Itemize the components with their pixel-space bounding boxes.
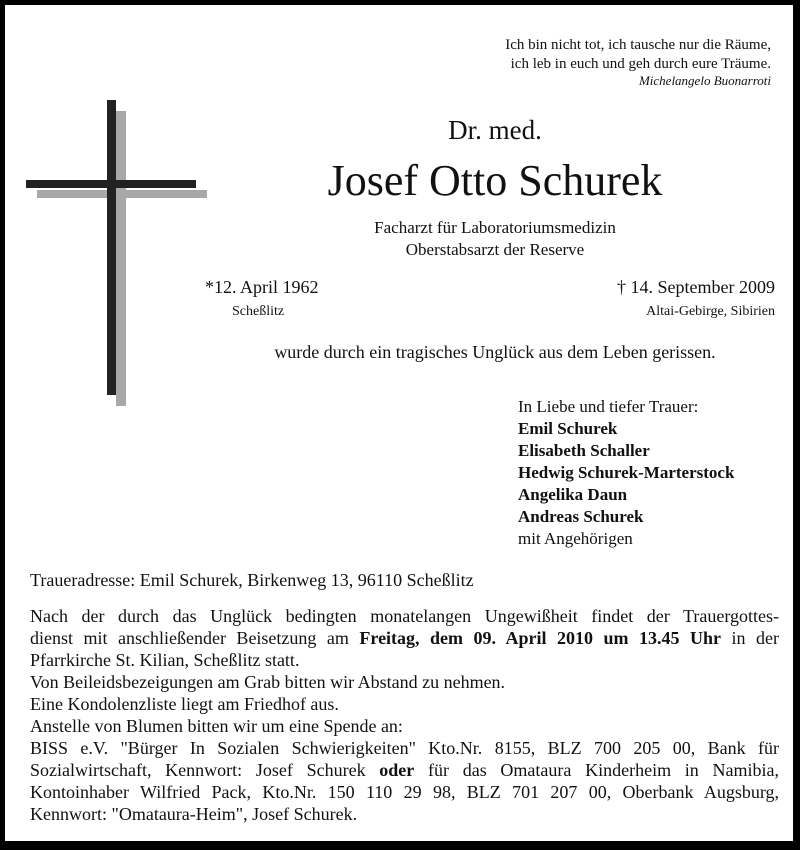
notice-line: Anstelle von Blumen bitten wir um eine Spende an: <box>30 716 403 736</box>
deceased-profession: Facharzt für Laboratoriumsmedizin <box>374 218 616 237</box>
quote-line: ich leb in euch und geh durch eure Träume. <box>510 56 771 72</box>
mourner-name: Andreas Schurek <box>518 507 644 526</box>
mourners-intro: In Liebe und tiefer Trauer: <box>518 397 699 416</box>
deceased-title: Dr. med. <box>448 115 542 145</box>
notice-line: Eine Kondolenzliste liegt am Friedhof aus. <box>30 694 339 714</box>
notice-line: Kontoinhaber Wilfried Pack, Kto.Nr. 150 110 29 98, BLZ 701 207 00, Oberbank Augsburg, <box>30 782 779 802</box>
mourner-name: Hedwig Schurek-Marterstock <box>518 463 735 482</box>
notice-line <box>30 627 779 649</box>
notice-line: Nach der durch das Unglück bedingten monatelangen Ungewißheit findet der Trauergottes- <box>30 606 779 626</box>
notice-text: in der <box>731 628 780 648</box>
notice-or: oder <box>379 760 415 780</box>
death-circumstance: wurde durch ein tragisches Unglück aus dem Leben gerissen. <box>274 342 716 362</box>
notice-text: für das Omataura Kinderheim in Namibia, <box>428 760 779 780</box>
birth-place: Scheßlitz <box>232 304 285 319</box>
mourner-name: Emil Schurek <box>518 419 618 438</box>
notice-line: Pfarrkirche St. Kilian, Scheßlitz statt. <box>30 650 300 670</box>
mourner-name: Elisabeth Schaller <box>518 441 650 460</box>
quote-line: Ich bin nicht tot, ich tausche nur die Räume, <box>505 37 771 53</box>
mourner-name: Angelika Daun <box>518 485 628 504</box>
mourning-address: Traueradresse: Emil Schurek, Birkenweg 13, 96110 Scheßlitz <box>30 570 474 590</box>
notice-text: dienst mit anschließender Beisetzung am <box>30 628 349 648</box>
mourners-outro: mit Angehörigen <box>518 529 633 548</box>
notice-line <box>30 759 779 781</box>
funeral-datetime: Freitag, dem 09. April 2010 um 13.45 Uhr <box>359 628 722 648</box>
birth-date: *12. April 1962 <box>205 277 319 297</box>
deceased-name: Josef Otto Schurek <box>327 156 663 205</box>
quote-author: Michelangelo Buonarroti <box>638 73 771 88</box>
notice-body <box>5 5 793 841</box>
death-date: † 14. September 2009 <box>617 277 775 297</box>
death-place: Altai-Gebirge, Sibirien <box>646 304 775 319</box>
deceased-rank: Oberstabsarzt der Reserve <box>405 240 585 259</box>
notice-line: Kennwort: "Omataura-Heim", Josef Schurek. <box>30 804 358 824</box>
notice-line: BISS e.V. "Bürger In Sozialen Schwierigkeiten" Kto.Nr. 8155, BLZ 700 205 00, Bank für <box>30 738 779 758</box>
notice-line: Von Beileidsbezeigungen am Grab bitten wir Abstand zu nehmen. <box>30 672 506 692</box>
notice-text: Sozialwirtschaft, Kennwort: Josef Schurek <box>30 760 366 780</box>
